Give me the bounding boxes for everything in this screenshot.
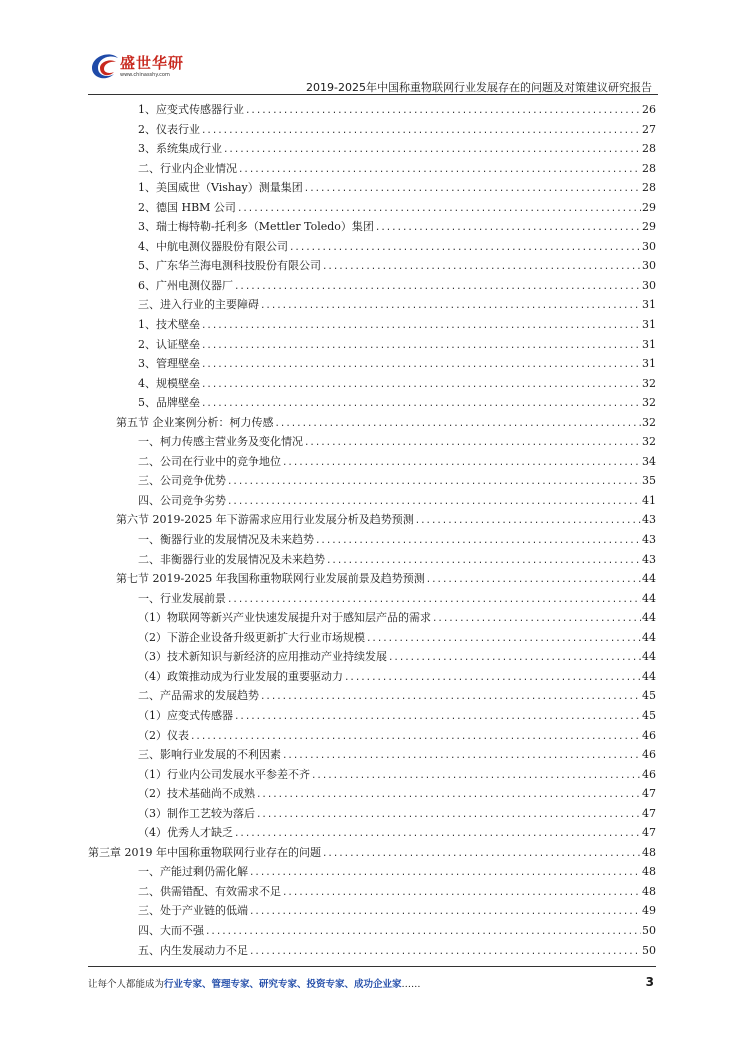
toc-entry-title: 第五节 企业案例分析：柯力传感 bbox=[116, 415, 274, 429]
toc-entry[interactable] bbox=[88, 491, 656, 511]
toc-entry-page: 44 bbox=[642, 591, 656, 605]
page-header bbox=[88, 46, 658, 96]
toc-entry[interactable] bbox=[88, 589, 656, 609]
toc-entry[interactable] bbox=[88, 393, 656, 413]
toc-entry-title: 二、供需错配、有效需求不足 bbox=[138, 884, 281, 898]
footer-slogan bbox=[88, 976, 421, 990]
toc-entry[interactable] bbox=[88, 178, 656, 198]
toc-entry-page: 48 bbox=[642, 845, 656, 859]
toc-entry-page: 47 bbox=[642, 787, 656, 801]
toc-entry-page: 28 bbox=[642, 161, 656, 175]
toc-entry-page: 44 bbox=[642, 669, 656, 683]
toc-entry-title: 三、处于产业链的低端 bbox=[138, 904, 248, 918]
toc-entry-title: 5、品牌壁垒 bbox=[138, 396, 200, 410]
toc-entry-title: 一、衡器行业的发展情况及未来趋势 bbox=[138, 533, 314, 547]
toc-entry[interactable] bbox=[88, 726, 656, 746]
toc-entry-title: （2）技术基础尚不成熟 bbox=[138, 787, 255, 801]
toc-entry-title: 4、规模壁垒 bbox=[138, 376, 200, 390]
toc-entry[interactable] bbox=[88, 882, 656, 902]
toc-entry[interactable] bbox=[88, 862, 656, 882]
toc-leader-dots bbox=[249, 943, 641, 963]
toc-entry-page: 43 bbox=[642, 513, 656, 527]
toc-entry-title: （3）制作工艺较为落后 bbox=[138, 806, 255, 820]
toc-entry-page: 30 bbox=[642, 259, 656, 273]
toc-entry-title: （3）技术新知识与新经济的应用推动产业持续发展 bbox=[138, 650, 387, 664]
toc-entry-page: 31 bbox=[642, 337, 656, 351]
toc-entry[interactable] bbox=[88, 569, 656, 589]
toc-entry-title: 四、大而不强 bbox=[138, 923, 204, 937]
toc-entry-title: （4）优秀人才缺乏 bbox=[138, 826, 233, 840]
toc-entry-page: 45 bbox=[642, 708, 656, 722]
toc-entry[interactable] bbox=[88, 823, 656, 843]
toc-entry[interactable] bbox=[88, 706, 656, 726]
toc-entry-title: 1、技术壁垒 bbox=[138, 318, 200, 332]
toc-entry-page: 32 bbox=[642, 396, 656, 410]
company-logo bbox=[88, 48, 208, 88]
toc-entry[interactable] bbox=[88, 550, 656, 570]
toc-entry-page: 47 bbox=[642, 806, 656, 820]
toc-entry[interactable] bbox=[88, 256, 656, 276]
toc-entry-page: 28 bbox=[642, 142, 656, 156]
toc-entry-title: 三、公司竞争优势 bbox=[138, 474, 226, 488]
toc-entry-title: （4）政策推动成为行业发展的重要驱动力 bbox=[138, 669, 343, 683]
toc-entry-page: 26 bbox=[642, 103, 656, 116]
toc-entry-title: 二、行业内企业情况 bbox=[138, 161, 237, 175]
footer-suffix: …… bbox=[401, 979, 421, 990]
toc-entry[interactable] bbox=[88, 921, 656, 941]
toc-entry-page: 46 bbox=[642, 748, 656, 762]
toc-entry-page: 31 bbox=[642, 357, 656, 371]
toc-entry-title: 三、进入行业的主要障碍 bbox=[138, 298, 259, 312]
toc-entry[interactable] bbox=[88, 139, 656, 159]
toc-entry-title: 五、内生发展动力不足 bbox=[138, 943, 248, 957]
toc-entry-page: 44 bbox=[642, 650, 656, 664]
toc-entry-title: 三、影响行业发展的不利因素 bbox=[138, 748, 281, 762]
toc-entry[interactable] bbox=[88, 510, 656, 530]
toc-entry-title: 二、产品需求的发展趋势 bbox=[138, 689, 259, 703]
toc-entry[interactable] bbox=[88, 120, 656, 140]
toc-entry-page: 50 bbox=[642, 943, 656, 957]
toc-entry[interactable] bbox=[88, 608, 656, 628]
toc-entry-page: 47 bbox=[642, 826, 656, 840]
toc-entry[interactable] bbox=[88, 765, 656, 785]
toc-entry-title: 第七节 2019-2025 年我国称重物联网行业发展前景及趋势预测 bbox=[116, 572, 425, 586]
toc-entry-page: 31 bbox=[642, 298, 656, 312]
toc-entry-page: 30 bbox=[642, 239, 656, 253]
toc-entry[interactable] bbox=[88, 667, 656, 687]
toc-entry[interactable] bbox=[88, 159, 656, 179]
header-divider bbox=[88, 94, 658, 95]
toc-entry[interactable] bbox=[88, 374, 656, 394]
toc-entry[interactable] bbox=[88, 335, 656, 355]
toc-entry-title: （1）行业内公司发展水平参差不齐 bbox=[138, 767, 310, 781]
footer-highlight: 行业专家、管理专家、研究专家、投资专家、成功企业家 bbox=[164, 979, 402, 990]
toc-entry-page: 46 bbox=[642, 767, 656, 781]
toc-entry-page: 41 bbox=[642, 493, 656, 507]
toc-entry-title: 3、系统集成行业 bbox=[138, 142, 222, 156]
toc-entry-title: 四、公司竞争劣势 bbox=[138, 493, 226, 507]
toc-entry[interactable] bbox=[88, 471, 656, 491]
toc-entry-page: 48 bbox=[642, 865, 656, 879]
toc-entry-title: 3、瑞士梅特勒-托利多（Mettler Toledo）集团 bbox=[138, 220, 374, 234]
toc-entry-title: （2）仪表 bbox=[138, 728, 189, 742]
toc-entry-page: 32 bbox=[642, 435, 656, 449]
toc-entry-title: 4、中航电测仪器股份有限公司 bbox=[138, 239, 288, 253]
toc-entry[interactable] bbox=[88, 100, 656, 120]
toc-entry-page: 35 bbox=[642, 474, 656, 488]
toc-entry-page: 50 bbox=[642, 923, 656, 937]
toc-entry-page: 30 bbox=[642, 278, 656, 292]
toc-entry[interactable] bbox=[88, 217, 656, 237]
toc-entry-title: （1）应变式传感器 bbox=[138, 708, 233, 722]
toc-entry-title: 5、广东华兰海电测科技股份有限公司 bbox=[138, 259, 321, 273]
footer-divider bbox=[88, 966, 656, 967]
toc-entry[interactable] bbox=[88, 198, 656, 218]
toc-entry[interactable] bbox=[88, 901, 656, 921]
logo-url: www.chinasshy.com bbox=[120, 72, 170, 78]
toc-entry-title: 二、非衡器行业的发展情况及未来趋势 bbox=[138, 552, 325, 566]
toc-entry-page: 45 bbox=[642, 689, 656, 703]
footer-prefix: 让每个人都能成为 bbox=[88, 979, 165, 990]
toc-entry-page: 46 bbox=[642, 728, 656, 742]
toc-entry-title: 1、应变式传感器行业 bbox=[138, 103, 244, 116]
toc-entry-title: 第三章 2019 年中国称重物联网行业存在的问题 bbox=[88, 845, 321, 859]
toc-entry-page: 29 bbox=[642, 200, 656, 214]
toc-entry[interactable] bbox=[88, 784, 656, 804]
toc-entry-page: 31 bbox=[642, 318, 656, 332]
toc-entry[interactable] bbox=[88, 276, 656, 296]
toc-entry-title: 第六节 2019-2025 年下游需求应用行业发展分析及趋势预测 bbox=[116, 513, 414, 527]
toc-entry-title: （2）下游企业设备升级更新扩大行业市场规模 bbox=[138, 630, 365, 644]
toc-entry[interactable] bbox=[88, 452, 656, 472]
toc-entry[interactable] bbox=[88, 628, 656, 648]
toc-entry-page: 44 bbox=[642, 630, 656, 644]
table-of-contents bbox=[88, 100, 656, 960]
toc-entry-page: 32 bbox=[642, 376, 656, 390]
toc-entry[interactable] bbox=[88, 804, 656, 824]
toc-entry-page: 43 bbox=[642, 552, 656, 566]
toc-entry-title: 一、行业发展前景 bbox=[138, 591, 226, 605]
toc-entry[interactable] bbox=[88, 354, 656, 374]
toc-entry-title: 6、广州电测仪器厂 bbox=[138, 278, 233, 292]
page-number: 3 bbox=[645, 975, 654, 989]
toc-entry[interactable] bbox=[88, 647, 656, 667]
toc-entry-title: 2、认证壁垒 bbox=[138, 337, 200, 351]
report-title: 2019-2025年中国称重物联网行业发展存在的问题及对策建议研究报告 bbox=[306, 81, 652, 94]
toc-entry[interactable] bbox=[88, 237, 656, 257]
swirl-logo-icon bbox=[88, 48, 122, 82]
toc-entry-title: 1、美国威世（Vishay）测量集团 bbox=[138, 181, 303, 195]
toc-entry[interactable] bbox=[88, 530, 656, 550]
toc-entry-title: 一、柯力传感主营业务及变化情况 bbox=[138, 435, 303, 449]
toc-entry-title: 2、德国 HBM 公司 bbox=[138, 200, 236, 214]
toc-entry-page: 28 bbox=[642, 181, 656, 195]
toc-entry-page: 48 bbox=[642, 884, 656, 898]
toc-entry-page: 29 bbox=[642, 220, 656, 234]
toc-entry[interactable] bbox=[88, 413, 656, 433]
toc-entry[interactable] bbox=[88, 315, 656, 335]
toc-entry[interactable] bbox=[88, 686, 656, 706]
toc-entry[interactable] bbox=[88, 432, 656, 452]
toc-entry-title: 二、公司在行业中的竞争地位 bbox=[138, 454, 281, 468]
toc-entry[interactable] bbox=[88, 745, 656, 765]
toc-entry-page: 49 bbox=[642, 904, 656, 918]
toc-entry-title: （1）物联网等新兴产业快速发展提升对于感知层产品的需求 bbox=[138, 611, 431, 625]
toc-entry-page: 44 bbox=[642, 611, 656, 625]
toc-entry[interactable] bbox=[88, 843, 656, 863]
toc-entry-page: 34 bbox=[642, 454, 656, 468]
toc-entry-title: 一、产能过剩仍需化解 bbox=[138, 865, 248, 879]
toc-entry-page: 43 bbox=[642, 533, 656, 547]
toc-entry-page: 32 bbox=[642, 415, 656, 429]
toc-entry-title: 3、管理壁垒 bbox=[138, 357, 200, 371]
toc-entry[interactable] bbox=[88, 295, 656, 315]
logo-text: 盛世华研 bbox=[120, 54, 185, 72]
toc-entry-page: 44 bbox=[642, 572, 656, 586]
toc-entry[interactable] bbox=[88, 941, 656, 961]
toc-entry-title: 2、仪表行业 bbox=[138, 122, 200, 136]
toc-entry-page: 27 bbox=[642, 122, 656, 136]
